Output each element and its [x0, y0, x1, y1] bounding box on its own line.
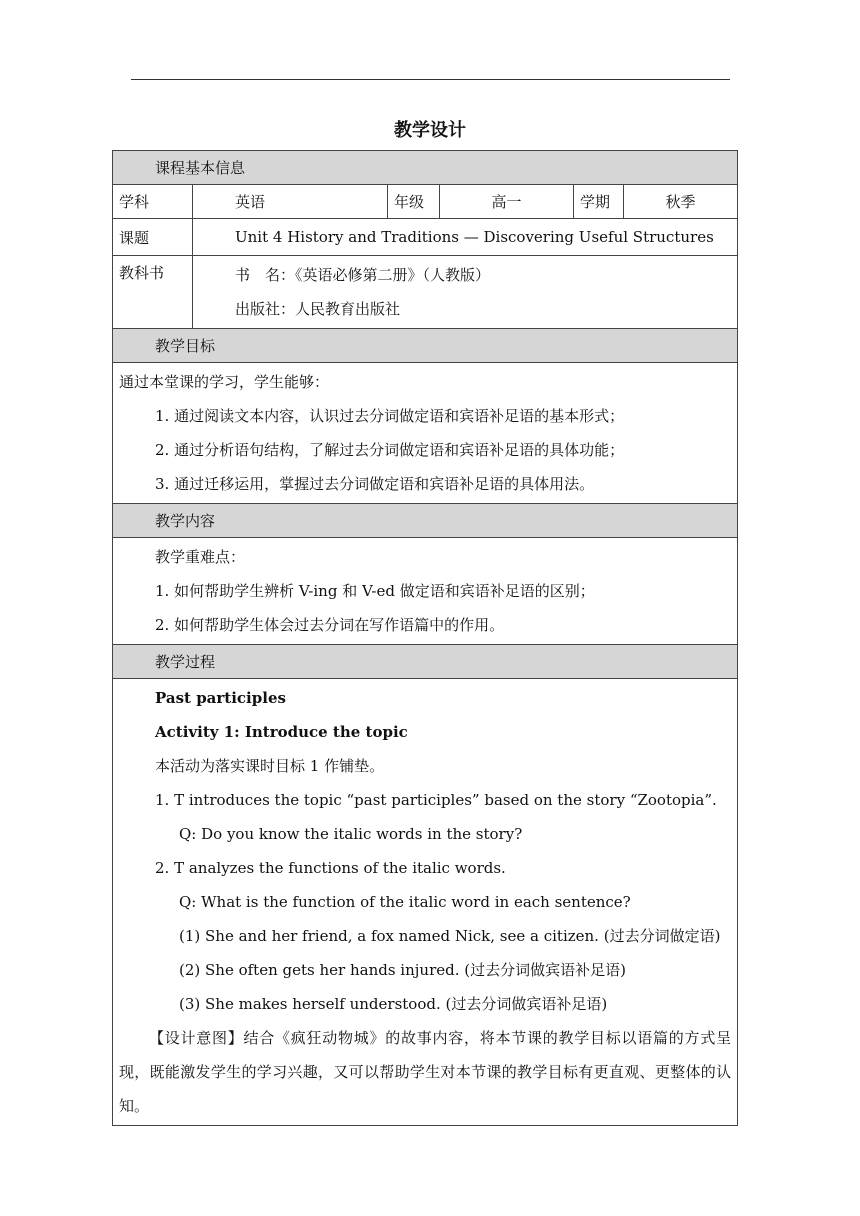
activity-title: Activity 1: Introduce the topic [155, 723, 408, 741]
lesson-plan-table [112, 150, 738, 1126]
section-content: 教学内容 [113, 504, 738, 538]
section-process: 教学过程 [113, 645, 738, 679]
subject-value: 英语 [193, 185, 388, 219]
topic-value: Unit 4 History and Traditions — Discovering Useful Structures [193, 219, 738, 256]
content-body [113, 538, 738, 645]
textbook-info [193, 256, 738, 329]
book-name: 书 名：《英语必修第二册》（人教版） [235, 266, 491, 284]
step-1: 1. T introduces the topic “past participles” based on the story “Zootopia”. [155, 791, 717, 809]
page-title: 教学设计 [394, 120, 466, 141]
question-1: Q: Do you know the italic words in the story? [179, 825, 523, 843]
process-body [113, 679, 738, 1126]
example-sentence: (3) She makes herself understood. (过去分词做宾语补足语) [179, 995, 608, 1013]
goals-intro: 通过本堂课的学习，学生能够： [119, 373, 330, 391]
grade-value: 高一 [440, 185, 574, 219]
goal-item: 2. 通过分析语句结构，了解过去分词做定语和宾语补足语的具体功能； [155, 441, 625, 459]
header-rule [131, 79, 730, 80]
section-goals: 教学目标 [113, 329, 738, 363]
textbook-label: 教科书 [113, 256, 193, 329]
goal-item: 3. 通过迁移运用，掌握过去分词做定语和宾语补足语的具体用法。 [155, 475, 595, 493]
content-item: 1. 如何帮助学生辨析 V-ing 和 V-ed 做定语和宾语补足语的区别； [155, 582, 595, 600]
content-heading: 教学重难点： [155, 548, 246, 566]
subject-label: 学科 [113, 185, 193, 219]
goal-item: 1. 通过阅读文本内容，认识过去分词做定语和宾语补足语的基本形式； [155, 407, 625, 425]
question-2: Q: What is the function of the italic word in each sentence? [179, 893, 631, 911]
grade-label: 年级 [388, 185, 440, 219]
goals-body [113, 363, 738, 504]
example-sentence: (1) She and her friend, a fox named Nick, see a citizen. (过去分词做定语) [179, 927, 721, 945]
topic-label: 课题 [113, 219, 193, 256]
step-2: 2. T analyzes the functions of the italic words. [155, 859, 506, 877]
process-heading: Past participles [155, 689, 286, 707]
design-intent: 【设计意图】结合《疯狂动物城》的故事内容，将本节课的教学目标以语篇的方式呈现，既能激发学生的学习兴趣，又可以帮助学生对本节课的教学目标有更直观、更整体的认知。 [119, 1029, 732, 1115]
section-basic-info: 课程基本信息 [113, 151, 738, 185]
example-sentence: (2) She often gets her hands injured. (过去分词做宾语补足语) [179, 961, 626, 979]
term-label: 学期 [574, 185, 624, 219]
activity-note: 本活动为落实课时目标 1 作铺垫。 [155, 757, 385, 775]
publisher: 出版社：人民教育出版社 [235, 300, 401, 318]
content-item: 2. 如何帮助学生体会过去分词在写作语篇中的作用。 [155, 616, 505, 634]
term-value: 秋季 [624, 185, 738, 219]
